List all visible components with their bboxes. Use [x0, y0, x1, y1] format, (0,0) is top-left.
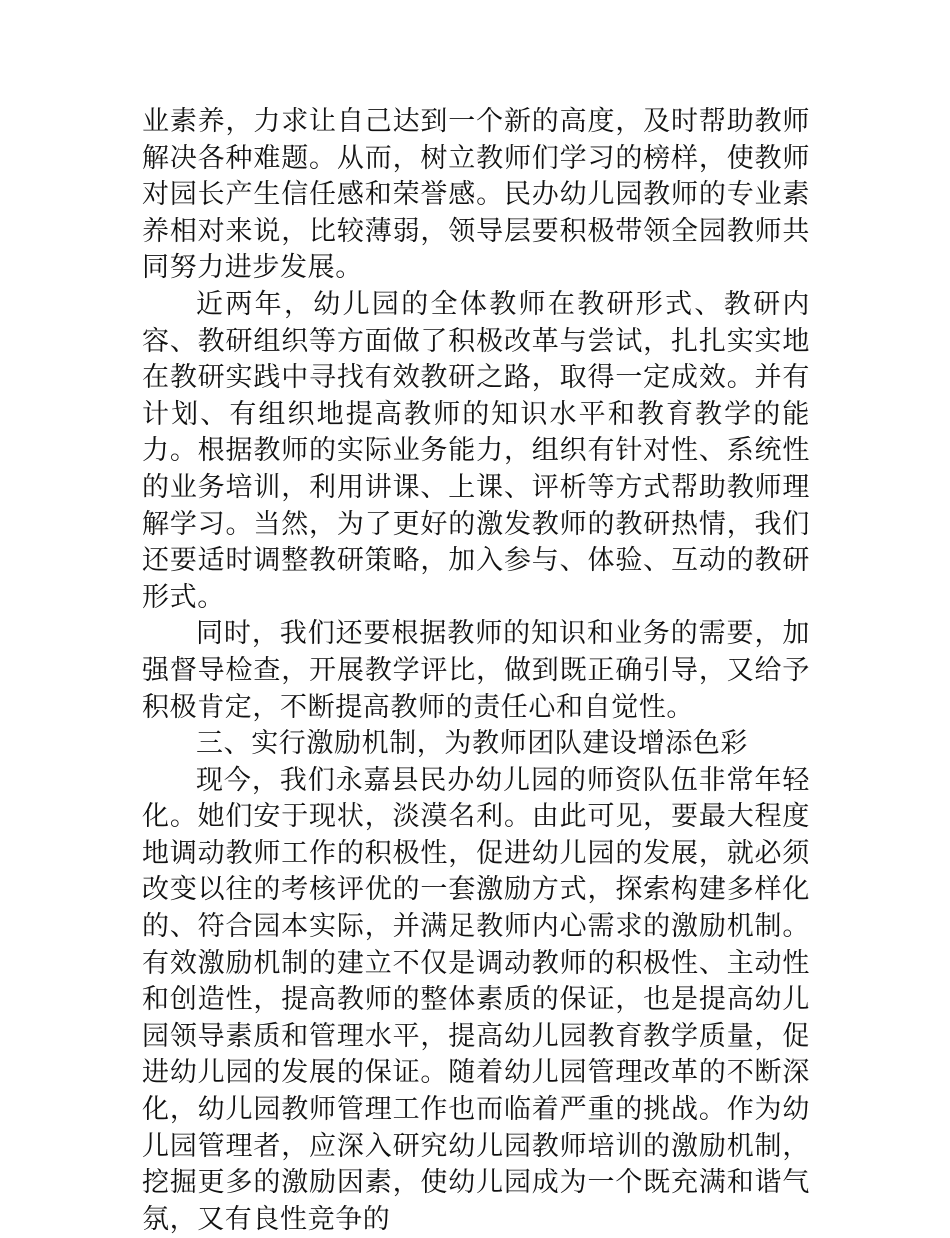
paragraph-continued: 业素养，力求让自己达到一个新的高度，及时帮助教师解决各种难题。从而，树立教师们学习的榜样，使教师对园长产生信任感和荣誉感。民办幼儿园教师的专业素养相对来说，比较薄弱，领导层要积极带领全园教师共同努力进步发展。 [142, 106, 810, 284]
paragraph-teaching-research: 近两年，幼儿园的全体教师在教研形式、教研内容、教研组织等方面做了积极改革与尝试，扎扎实实地在教研实践中寻找有效教研之路，取得一定成效。并有计划、有组织地提高教师的知识水平和教育教学的能力。根据教师的实际业务能力，组织有针对性、系统性的业务培训，利用讲课、上课、评析等方式帮助教师理解学习。当然，为了更好的激发教师的教研热情，我们还要适时调整教研策略，加入参与、体验、互动的教研形式。 [142, 288, 810, 613]
paragraph-incentive-mechanism: 现今，我们永嘉县民办幼儿园的师资队伍非常年轻化。她们安于现状，淡漠名利。由此可见，要最大程度地调动教师工作的积极性，促进幼儿园的发展，就必须改变以往的考核评优的一套激励方式，探索构建多样化的、符合园本实际，并满足教师内心需求的激励机制。有效激励机制的建立不仅是调动教师的积极性、主动性和创造性，提高教师的整体素质的保证，也是提高幼儿园领导素质和管理水平，提高幼儿园教育教学质量，促进幼儿园的发展的保证。随着幼儿园管理改革的不断深化，幼儿园教师管理工作也而临着严重的挑战。作为幼儿园管理者，应深入研究幼儿园教师培训的激励机制，挖掘更多的激励因素，使幼儿园成为一个既充满和谐气氛，又有良性竞争的 [142, 764, 810, 1235]
section-heading-incentive: 三、实行激励机制，为教师团队建设增添色彩 [196, 728, 748, 760]
body-text [142, 104, 810, 1238]
paragraph-supervision: 同时，我们还要根据教师的知识和业务的需要，加强督导检查，开展教学评比，做到既正确引导，又给予积极肯定，不断提高教师的责任心和自觉性。 [142, 618, 810, 723]
